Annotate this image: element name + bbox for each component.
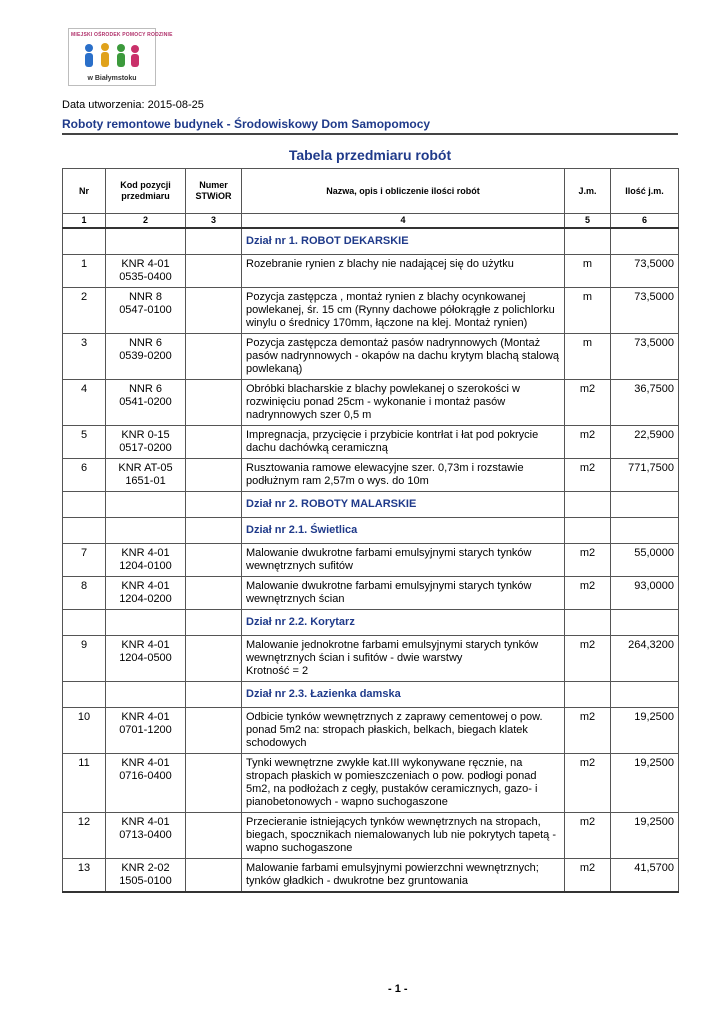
header-unit: J.m.	[565, 169, 611, 214]
cell-description: Przecieranie istniejących tynków wewnętrznych na stropach, biegach, spocznikach niemalowanych lub nie pokrytych tapetą - wapno suchogaszone	[242, 813, 565, 859]
table-row	[63, 577, 679, 610]
cell-nr: 10	[63, 708, 106, 754]
cell-stwior	[186, 228, 242, 255]
cell-kod	[106, 492, 186, 518]
cell-quantity: 19,2500	[611, 754, 679, 813]
section-label	[242, 228, 565, 255]
cell-unit: m2	[565, 380, 611, 426]
cell-kod	[106, 682, 186, 708]
cell-stwior	[186, 859, 242, 893]
cell-kod: KNR 0-15 0517-0200	[106, 426, 186, 459]
cell-stwior	[186, 682, 242, 708]
cell-nr: 13	[63, 859, 106, 893]
section-row	[63, 610, 679, 636]
cell-kod: KNR 4-01 1204-0500	[106, 636, 186, 682]
cell-quantity: 73,5000	[611, 288, 679, 334]
cell-unit	[565, 228, 611, 255]
cell-stwior	[186, 492, 242, 518]
section-label	[242, 492, 565, 518]
cell-kod	[106, 610, 186, 636]
cell-quantity: 19,2500	[611, 708, 679, 754]
cell-kod: KNR 4-01 0716-0400	[106, 754, 186, 813]
cell-nr: 11	[63, 754, 106, 813]
bill-of-quantities-table	[62, 168, 679, 893]
cell-unit	[565, 518, 611, 544]
column-number: 1	[63, 214, 106, 229]
cell-quantity: 73,5000	[611, 334, 679, 380]
logo-figures-icon	[81, 42, 143, 70]
table-row	[63, 380, 679, 426]
cell-kod: NNR 8 0547-0100	[106, 288, 186, 334]
cell-kod	[106, 228, 186, 255]
cell-description: Pozycja zastępcza , montaż rynien z blachy ocynkowanej powlekanej, śr. 15 cm (Rynny dachowe półokrągłe z polichlorku winylu o średnicy 170mm, łączone na klej. Montaż rynien)	[242, 288, 565, 334]
cell-stwior	[186, 636, 242, 682]
page-title: Tabela przedmiaru robót	[288, 147, 452, 163]
cell-kod: KNR 4-01 1204-0100	[106, 544, 186, 577]
cell-nr: 8	[63, 577, 106, 610]
cell-stwior	[186, 426, 242, 459]
column-number-row	[63, 214, 679, 229]
cell-quantity	[611, 610, 679, 636]
cell-kod	[106, 518, 186, 544]
cell-unit	[565, 682, 611, 708]
cell-stwior	[186, 334, 242, 380]
cell-quantity: 93,0000	[611, 577, 679, 610]
cell-quantity: 771,7500	[611, 459, 679, 492]
column-number: 3	[186, 214, 242, 229]
cell-unit: m	[565, 334, 611, 380]
cell-kod: KNR 4-01 0535-0400	[106, 255, 186, 288]
section-label	[242, 682, 565, 708]
cell-quantity	[611, 492, 679, 518]
cell-stwior	[186, 518, 242, 544]
section-label-text: Dział nr 2.1. Świetlica	[246, 524, 358, 536]
cell-nr: 9	[63, 636, 106, 682]
cell-stwior	[186, 610, 242, 636]
cell-description: Rusztowania ramowe elewacyjne szer. 0,73m i rozstawie podłużnym ram 2,57m o wys. do 10m	[242, 459, 565, 492]
cell-quantity: 22,5900	[611, 426, 679, 459]
section-label-text: Dział nr 1. ROBOT DEKARSKIE	[246, 235, 409, 247]
cell-nr: 3	[63, 334, 106, 380]
cell-stwior	[186, 459, 242, 492]
cell-stwior	[186, 708, 242, 754]
cell-quantity	[611, 682, 679, 708]
cell-unit: m2	[565, 813, 611, 859]
cell-description: Impregnacja, przycięcie i przybicie kontrłat i łat pod pokrycie dachu dachówką ceramiczną	[242, 426, 565, 459]
column-number: 6	[611, 214, 679, 229]
cell-description: Malowanie dwukrotne farbami emulsyjnymi starych tynków wewnętrznych sufitów	[242, 544, 565, 577]
header-nr: Nr	[63, 169, 106, 214]
table-row	[63, 813, 679, 859]
cell-nr: 4	[63, 380, 106, 426]
table-row	[63, 334, 679, 380]
cell-stwior	[186, 544, 242, 577]
cell-quantity	[611, 518, 679, 544]
cell-unit: m	[565, 255, 611, 288]
cell-kod: KNR 4-01 0713-0400	[106, 813, 186, 859]
section-label-text: Dział nr 2.2. Korytarz	[246, 616, 355, 628]
cell-nr: 6	[63, 459, 106, 492]
cell-kod: KNR 4-01 1204-0200	[106, 577, 186, 610]
cell-unit: m2	[565, 859, 611, 893]
column-number: 5	[565, 214, 611, 229]
table-row	[63, 859, 679, 893]
cell-nr	[63, 518, 106, 544]
cell-description: Malowanie farbami emulsyjnymi powierzchni wewnętrznych; tynków gładkich - dwukrotne bez gruntowania	[242, 859, 565, 893]
logo-top-text: MIEJSKI OŚRODEK POMOCY RODZINIE	[71, 32, 173, 38]
cell-quantity	[611, 228, 679, 255]
cell-kod: KNR 4-01 0701-1200	[106, 708, 186, 754]
section-label-text: Dział nr 2. ROBOTY MALARSKIE	[246, 498, 417, 510]
header-kod: Kod pozycji przedmiaru	[106, 169, 186, 214]
cell-description: Tynki wewnętrzne zwykłe kat.III wykonywane ręcznie, na stropach płaskich w pomieszczeniach o pow. podłogi ponad 5m2, na podłożach z cegły, pustaków ceramicznych, gazo- i pianobetonowych - wapno suchogaszone	[242, 754, 565, 813]
column-number: 2	[106, 214, 186, 229]
table-row	[63, 754, 679, 813]
section-label-text: Dział nr 2.3. Łazienka damska	[246, 688, 401, 700]
section-label	[242, 610, 565, 636]
cell-quantity: 73,5000	[611, 255, 679, 288]
cell-unit: m	[565, 288, 611, 334]
cell-quantity: 55,0000	[611, 544, 679, 577]
column-number: 4	[242, 214, 565, 229]
section-row	[63, 682, 679, 708]
cell-nr: 1	[63, 255, 106, 288]
creation-date: Data utworzenia: 2015-08-25	[62, 99, 204, 111]
cell-kod: KNR 2-02 1505-0100	[106, 859, 186, 893]
cell-stwior	[186, 288, 242, 334]
header-divider	[62, 133, 678, 135]
cell-stwior	[186, 577, 242, 610]
cell-quantity: 19,2500	[611, 813, 679, 859]
table-row	[63, 255, 679, 288]
cell-stwior	[186, 754, 242, 813]
institution-logo	[68, 28, 173, 86]
cell-description: Malowanie dwukrotne farbami emulsyjnymi starych tynków wewnętrznych ścian	[242, 577, 565, 610]
header-quantity: Ilość j.m.	[611, 169, 679, 214]
cell-nr: 2	[63, 288, 106, 334]
cell-description: Odbicie tynków wewnętrznych z zaprawy cementowej o pow. ponad 5m2 na: stropach płaskich, belkach, biegach klatek schodowych	[242, 708, 565, 754]
cell-description: Obróbki blacharskie z blachy powlekanej o szerokości w rozwinięciu ponad 25cm - wykonanie i montaż pasów nadrynnowych szer 0,5 m	[242, 380, 565, 426]
cell-stwior	[186, 813, 242, 859]
section-row	[63, 518, 679, 544]
cell-unit: m2	[565, 426, 611, 459]
cell-quantity: 41,5700	[611, 859, 679, 893]
cell-quantity: 264,3200	[611, 636, 679, 682]
cell-unit	[565, 610, 611, 636]
page-number: - 1 -	[388, 983, 408, 995]
cell-nr	[63, 228, 106, 255]
cell-nr	[63, 492, 106, 518]
cell-unit: m2	[565, 636, 611, 682]
cell-unit: m2	[565, 708, 611, 754]
cell-stwior	[186, 255, 242, 288]
table-row	[63, 459, 679, 492]
table-row	[63, 288, 679, 334]
cell-unit: m2	[565, 577, 611, 610]
project-subtitle: Roboty remontowe budynek - Środowiskowy Dom Samopomocy	[62, 117, 431, 131]
cell-nr: 5	[63, 426, 106, 459]
cell-description: Rozebranie rynien z blachy nie nadającej się do użytku	[242, 255, 565, 288]
section-row	[63, 228, 679, 255]
cell-description: Malowanie jednokrotne farbami emulsyjnymi starych tynków wewnętrznych ścian i sufitów - dwie warstwy Krotność = 2	[242, 636, 565, 682]
cell-kod: NNR 6 0541-0200	[106, 380, 186, 426]
header-description: Nazwa, opis i obliczenie ilości robót	[242, 169, 565, 214]
table-row	[63, 636, 679, 682]
table-row	[63, 426, 679, 459]
cell-stwior	[186, 380, 242, 426]
cell-nr	[63, 682, 106, 708]
section-row	[63, 492, 679, 518]
cell-unit: m2	[565, 459, 611, 492]
cell-nr: 7	[63, 544, 106, 577]
cell-nr	[63, 610, 106, 636]
cell-unit: m2	[565, 754, 611, 813]
table-row	[63, 708, 679, 754]
logo-bottom-text: w Białymstoku	[87, 75, 137, 82]
header-stwior: Numer STWiOR	[186, 169, 242, 214]
table-header-row	[63, 169, 679, 214]
cell-unit: m2	[565, 544, 611, 577]
cell-unit	[565, 492, 611, 518]
cell-kod: NNR 6 0539-0200	[106, 334, 186, 380]
cell-description: Pozycja zastępcza demontaż pasów nadrynnowych (Montaż pasów nadrynnowych - okapów na dachu krytym blachą stalową powlekaną)	[242, 334, 565, 380]
cell-nr: 12	[63, 813, 106, 859]
cell-kod: KNR AT-05 1651-01	[106, 459, 186, 492]
table-row	[63, 544, 679, 577]
cell-quantity: 36,7500	[611, 380, 679, 426]
section-label	[242, 518, 565, 544]
